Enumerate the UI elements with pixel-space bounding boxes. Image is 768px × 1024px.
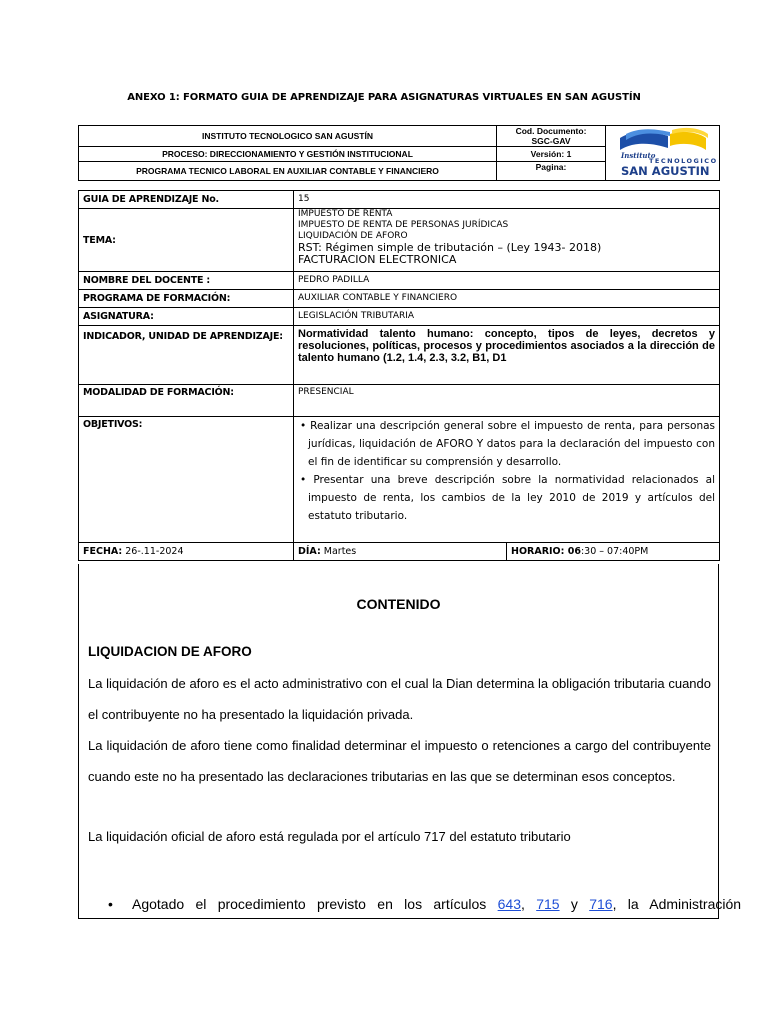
tema-line: IMPUESTO DE RENTA DE PERSONAS JURÍDICAS xyxy=(298,220,509,230)
tema-line: LIQUIDACIÓN DE AFORO xyxy=(298,231,408,241)
programa-value: AUXILIAR CONTABLE Y FINANCIERO xyxy=(294,290,720,308)
objetivo-item: • Realizar una descripción general sobre el impuesto de renta, para personas jurídicas, liquidación de AFORO Y datos para la declaración del impuesto con el fin de identificar su comprensión y desarrollo. xyxy=(300,420,716,468)
tema-line: FACTURACION ELECTRONICA xyxy=(298,253,457,266)
paragraph: La liquidación de aforo es el acto administrativo con el cual la Dian determina la obligación tributaria cuando el contribuyente no ha presentado la liquidación privada. xyxy=(88,676,711,722)
fecha-label: FECHA: xyxy=(83,546,123,557)
paragraph: La liquidación oficial de aforo está regulada por el artículo 717 del estatuto tributario xyxy=(88,829,571,844)
asignatura-value: LEGISLACIÓN TRIBUTARIA xyxy=(294,308,720,326)
separator: y xyxy=(570,896,578,912)
indicador-label: INDICADOR, UNIDAD DE APRENDIZAJE: xyxy=(79,326,294,385)
tema-line: RST: Régimen simple de tributación – (Ley 1943- 2018) xyxy=(298,241,602,254)
article-716-link[interactable]: 716 xyxy=(589,896,613,912)
modalidad-value: PRESENCIAL xyxy=(294,385,720,417)
svg-text:Instituto: Instituto xyxy=(621,151,656,160)
document-version: Versión: 1 xyxy=(497,147,606,161)
article-715-link[interactable]: 715 xyxy=(536,896,560,912)
institute-name: INSTITUTO TECNOLOGICO SAN AGUSTÍN xyxy=(79,126,497,147)
fecha-value: 26-.11-2024 xyxy=(125,546,184,557)
indicador-value: Normatividad talento humano: concepto, tipos de leyes, decretos y resoluciones, políticas, procesos y procedimientos asociados a la dirección de talento humano (1.2, 1.4, 2.3, 3.2, B1, D1 xyxy=(294,326,720,385)
guide-number-label: GUIA DE APRENDIZAJE No. xyxy=(79,191,294,209)
guide-number-value: 15 xyxy=(294,191,720,209)
code-label: Cod. Documento: xyxy=(515,126,587,137)
tema-label: TEMA: xyxy=(79,209,294,272)
tema-line: IMPUESTO DE RENTA xyxy=(298,209,393,219)
docente-value: PEDRO PADILLA xyxy=(294,272,720,290)
content-section xyxy=(78,564,742,919)
modalidad-label: MODALIDAD DE FORMACIÓN: xyxy=(79,385,294,417)
institute-logo xyxy=(606,126,720,181)
paragraph: La liquidación de aforo tiene como finalidad determinar el impuesto o retenciones a cargo del contribuyente cuando este no ha presentado las declaraciones tributarias en las que se determinan esos conceptos. xyxy=(88,738,711,784)
annex-title: ANEXO 1: FORMATO GUIA DE APRENDIZAJE PARA ASIGNATURAS VIRTUALES EN SAN AGUSTÍN xyxy=(127,92,641,103)
dia-cell xyxy=(294,543,507,561)
document-page: Pagina: xyxy=(497,161,606,180)
code-value: SGC-GAV xyxy=(531,136,571,147)
dia-label: DÍA: xyxy=(298,546,321,557)
guide-info-table xyxy=(78,190,720,561)
svg-text:TECNOLOGICO: TECNOLOGICO xyxy=(649,157,718,165)
section-heading: LIQUIDACION DE AFORO xyxy=(88,644,252,659)
document-code xyxy=(497,126,606,147)
process-name: PROCESO: DIRECCIONAMIENTO Y GESTIÓN INSTITUCIONAL xyxy=(79,147,497,161)
article-643-link[interactable]: 643 xyxy=(497,896,521,912)
horario-cell xyxy=(507,543,720,561)
horario-value: :30 – 07:40PM xyxy=(580,546,649,557)
bullet-text xyxy=(132,894,741,914)
dia-value: Martes xyxy=(323,546,357,557)
objetivo-item: • Presentar una breve descripción sobre la normatividad relacionados al impuesto de renta, los cambios de la ley 2010 de 2019 y artículos del estatuto tributario. xyxy=(300,474,716,522)
horario-label: HORARIO: 06 xyxy=(511,546,581,557)
program-name: PROGRAMA TECNICO LABORAL EN AUXILIAR CONTABLE Y FINANCIERO xyxy=(79,161,497,180)
objetivos-label: OBJETIVOS: xyxy=(79,417,294,543)
document-header-table xyxy=(78,125,720,181)
content-title: CONTENIDO xyxy=(356,596,441,612)
asignatura-label: ASIGNATURA: xyxy=(79,308,294,326)
svg-text:SAN AGUSTIN: SAN AGUSTIN xyxy=(621,164,710,178)
bullet-dot-icon: • xyxy=(108,896,113,912)
bullet-pre: Agotado el procedimiento previsto en los artículos xyxy=(132,896,487,912)
logo-icon xyxy=(606,126,720,178)
programa-label: PROGRAMA DE FORMACIÓN: xyxy=(79,290,294,308)
objetivos-value xyxy=(294,417,720,543)
docente-label: NOMBRE DEL DOCENTE : xyxy=(79,272,294,290)
bullet-post: , la Administración xyxy=(612,896,742,912)
fecha-cell xyxy=(79,543,294,561)
separator: , xyxy=(520,896,525,912)
tema-value xyxy=(294,209,720,272)
